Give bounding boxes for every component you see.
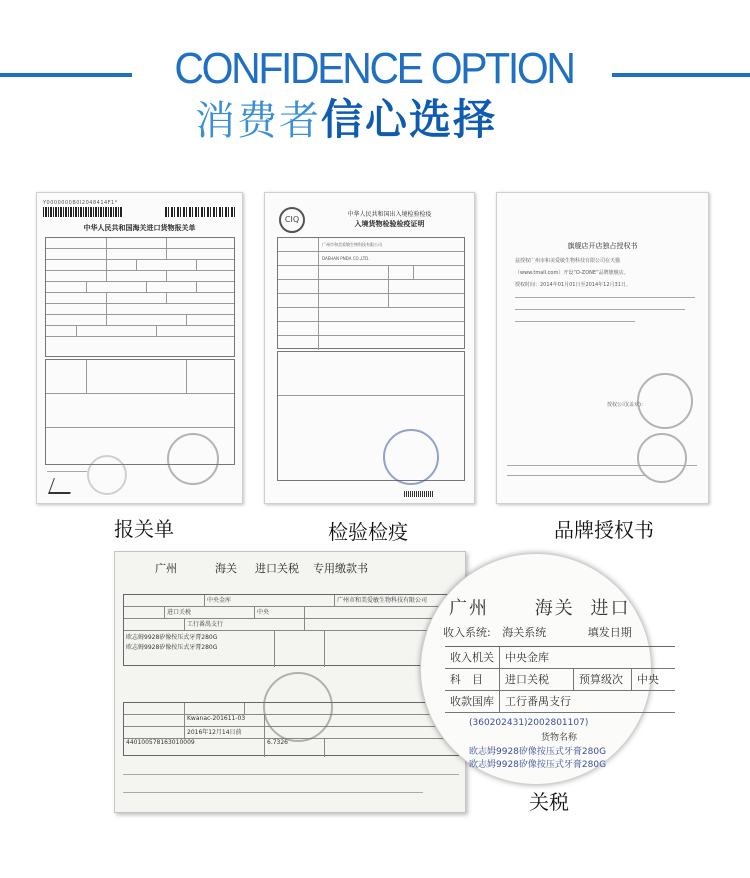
auth-line-2: （www.tmall.com）开设“O-ZONE”品牌旗舰店。: [515, 270, 629, 276]
text-line: [515, 321, 635, 322]
inspection-certificate-doc: [264, 192, 475, 504]
receipt-bank: 工行番禺支行: [184, 619, 304, 630]
receipt-title: 专用缴款书: [313, 562, 368, 575]
text-line: [515, 309, 685, 310]
mag-goods-header: 货物名称: [541, 733, 578, 743]
receipt-item-1: 欧志姆9928矽像按压式牙膏280G: [126, 634, 218, 641]
receipt-dept: 进口关税: [255, 562, 299, 575]
receipt-line: [123, 774, 459, 775]
footer-line: [507, 475, 647, 476]
receipt-fee-type: 进口关税: [164, 607, 224, 618]
certificate-barcode: [404, 491, 434, 497]
customs-stamp-2: [87, 455, 127, 495]
magnifier-zoom: [420, 553, 659, 785]
caption-customs-declaration: 报关单: [114, 517, 174, 541]
inspection-stamp: [383, 429, 439, 485]
receipt-tax-no: 440100578163010009: [126, 739, 195, 746]
declaration-grid: [45, 237, 235, 357]
receipt-top-table: [123, 594, 459, 666]
magnifier-title: [449, 594, 630, 620]
consignee-value: 广州市和美爱敏生物科技有限公司: [322, 242, 382, 247]
mag-office: 海关: [534, 598, 575, 619]
consignor-value: DAEHAN PNDA CO.,LTD.: [322, 256, 370, 261]
receipt-collector: 中央金库: [204, 595, 304, 606]
receipt-city: 广州: [155, 562, 177, 575]
receipt-contract: Kwanac-201611-03: [184, 715, 264, 726]
mag-row-value2: 中央: [631, 669, 659, 690]
receipt-amount: 6.7326: [264, 739, 324, 757]
caption-brand-authorization: 品牌授权书: [554, 518, 654, 542]
mag-fill-date: 填发日期: [587, 626, 632, 639]
receipt-line: [123, 792, 423, 793]
text-line: [515, 297, 695, 298]
footer-line: [507, 465, 697, 466]
receipt-office: 海关: [215, 562, 237, 575]
brand-authorization-doc: [496, 192, 709, 504]
barcode-text: Y0000000B0I2048414F1*: [43, 200, 118, 206]
receipt-budget-level: 中央: [254, 607, 304, 618]
mag-line-b: 欧志姆9928矽像按压式牙膏280G: [469, 760, 607, 770]
caption-inspection: 检验检疫: [328, 520, 408, 544]
auth-line-1: 兹授权广州市和美爱敏生物科技有限公司在天猫: [515, 258, 621, 264]
barcode-right: [165, 207, 237, 217]
mag-row-value: 中央金库: [499, 647, 549, 668]
receipt-payer: 广州市和美爱敏生物科技有限公司: [334, 595, 427, 606]
mag-row-value: 进口关税: [499, 669, 573, 690]
mag-row-value: 工行番禺支行: [499, 691, 571, 712]
mag-dept: 进口: [590, 598, 631, 619]
customs-declaration-doc: [36, 192, 243, 504]
mag-row-label2: 预算级次: [573, 669, 631, 690]
mag-collector-value: 海关系统: [502, 626, 547, 639]
header-rule-right: [612, 73, 750, 77]
page-title-en: CONFIDENCE OPTION: [174, 44, 574, 93]
ciq-agency: 中华人民共和国出入境检验检疫: [347, 211, 432, 218]
customs-stamp: [167, 433, 219, 485]
mag-code: (360202431)2002801107): [469, 718, 589, 728]
mag-row-label: 科 目: [450, 673, 483, 686]
receipt-item-2: 欧志姆9928矽像按压式牙膏280G: [126, 644, 218, 651]
doc-title: 旗舰店开店独占授权书: [567, 242, 638, 250]
ciq-logo-icon: CIQ: [279, 207, 305, 233]
magnifier-table: [445, 646, 675, 713]
title-cn-thin: 消费者: [195, 98, 321, 144]
certificate-grid: [277, 237, 465, 349]
company-stamp: [637, 373, 693, 429]
mag-row-label: 收入机关: [450, 651, 494, 664]
mag-row-label: 收款国库: [450, 695, 494, 708]
page-title-cn: [195, 95, 575, 145]
doc-title: 中华人民共和国海关进口货物报关单: [83, 224, 196, 232]
auth-line-3: 授权时间：2014年01月01日至2014年12月31日。: [515, 282, 631, 288]
caption-tariff: 关税: [529, 790, 569, 814]
tax-receipt-doc: [114, 551, 466, 813]
signature-mark: [48, 478, 76, 494]
doc-title: 入境货物检验检疫证明: [354, 220, 425, 228]
mag-line-a: 欧志姆9928矽像按压式牙膏280G: [469, 747, 607, 757]
auth-sign: 授权公司(盖章)：: [607, 402, 646, 408]
mag-collector-row: [443, 624, 632, 640]
mag-city: 广州: [449, 598, 489, 619]
signature-line: [47, 471, 87, 472]
barcode-left: [43, 207, 123, 217]
receipt-stamp: [263, 672, 333, 742]
title-cn-bold: 信心选择: [321, 95, 498, 144]
receipt-date: 2016年12月14日前: [184, 727, 264, 738]
header-rule-left: [0, 73, 132, 77]
mag-collector-label: 收入系统:: [443, 626, 491, 639]
